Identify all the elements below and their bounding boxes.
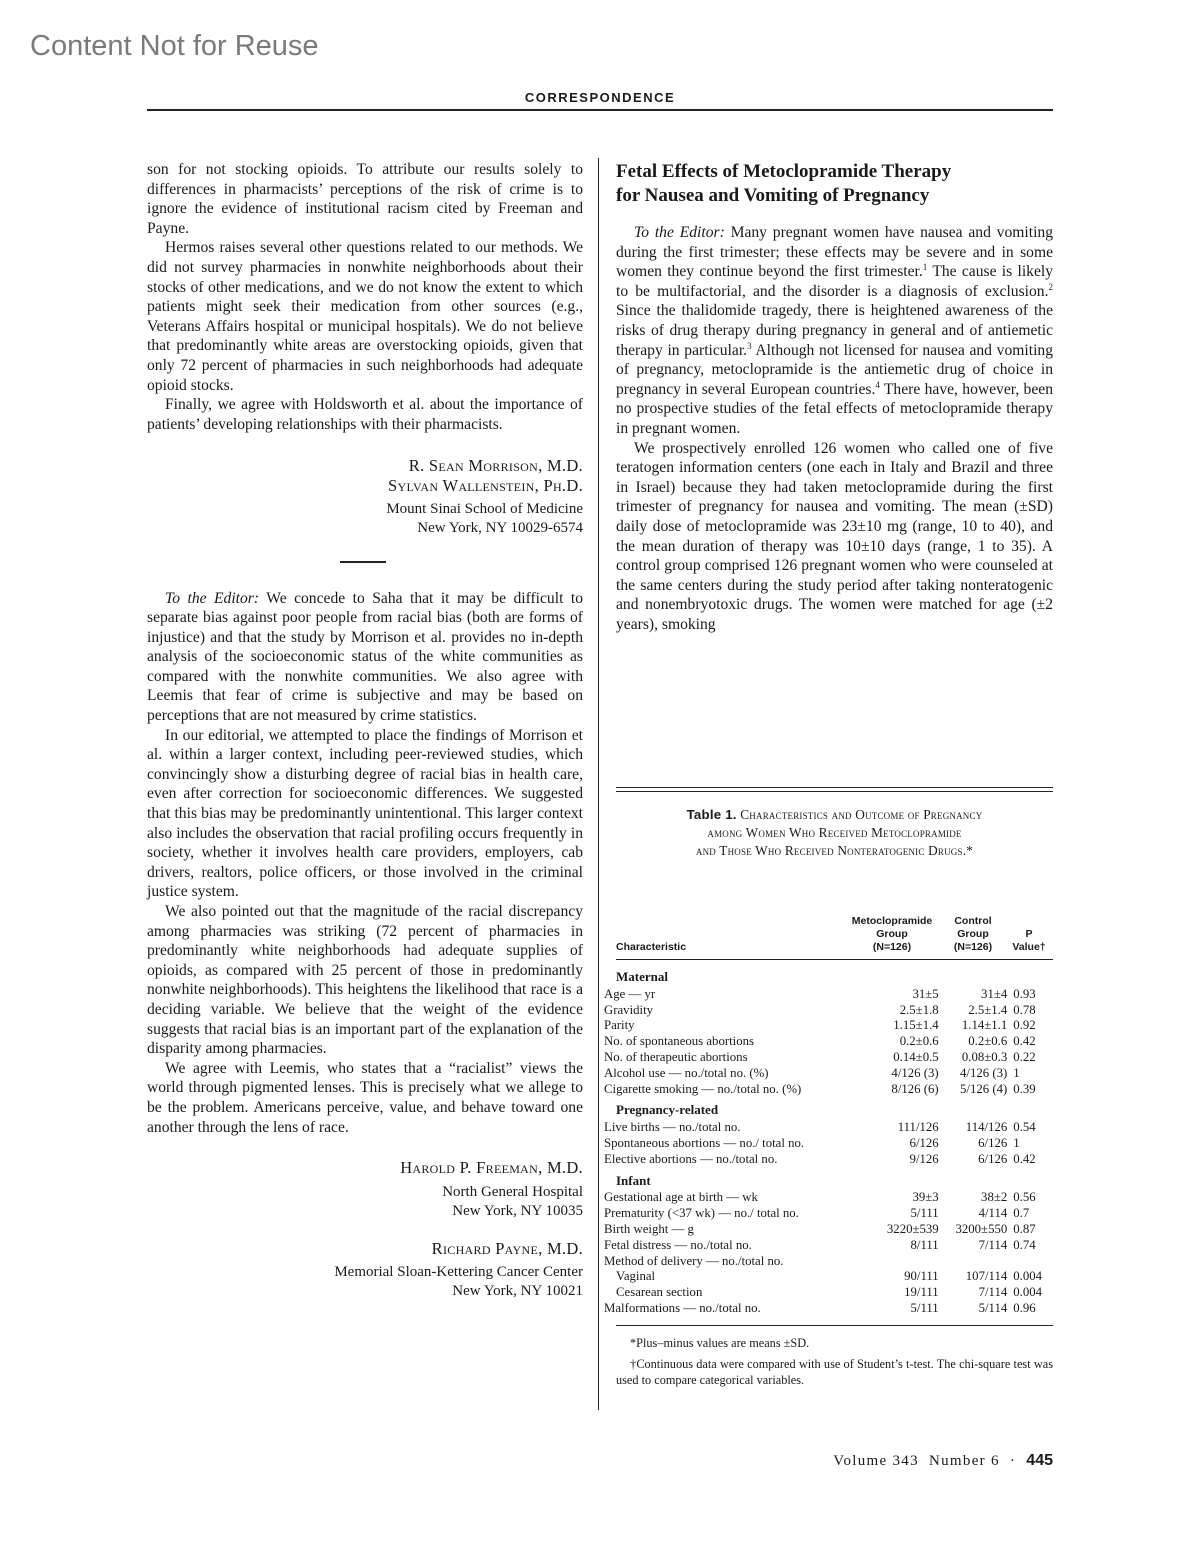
metoclopramide-value: 8/111 (910, 1237, 939, 1252)
metoclopramide-value: 6/126 (909, 1135, 939, 1150)
paragraph: Finally, we agree with Holdsworth et al. about the importance of patients’ developing relationships with their pharmacists. (147, 396, 583, 433)
row-label: Gestational age at birth — wk (604, 1190, 758, 1205)
affiliation: North General Hospital (442, 1183, 583, 1200)
row-label: Cesarean section (616, 1285, 703, 1300)
reference-marker: 4 (875, 379, 880, 390)
control-value: 4/114 (978, 1206, 1008, 1221)
affiliation: New York, NY 10021 (452, 1283, 583, 1300)
row-label: Method of delivery — no./total no. (604, 1253, 784, 1268)
control-value: 6/126 (978, 1151, 1008, 1166)
row-label: Age — yr (604, 986, 656, 1001)
control-value: 0.08±0.3 (961, 1049, 1008, 1064)
table-row (616, 1152, 1053, 1168)
signature-block (147, 1158, 583, 1221)
table-body (604, 964, 1053, 1317)
row-label: Malformations — no./total no. (604, 1300, 761, 1315)
metoclopramide-value: 5/111 (910, 1300, 939, 1315)
right-column (616, 160, 1053, 634)
table-top-rule (616, 787, 1053, 792)
p-value: 0.74 (1013, 1237, 1036, 1252)
signature-block (147, 456, 583, 537)
affiliation: Mount Sinai School of Medicine (386, 500, 583, 517)
control-value: 5/114 (978, 1300, 1008, 1315)
author-name: Sylvan Wallenstein, Ph.D. (388, 475, 583, 495)
metoclopramide-value: 0.2±0.6 (899, 1034, 939, 1049)
metoclopramide-value: 31±5 (912, 986, 939, 1001)
watermark: Content Not for Reuse (30, 30, 319, 62)
affiliation: New York, NY 10035 (452, 1202, 583, 1219)
table-row (616, 1136, 1053, 1152)
p-value: 0.78 (1013, 1002, 1036, 1017)
control-value: 2.5±1.4 (968, 1002, 1008, 1017)
table-row (616, 1120, 1053, 1136)
table-row (616, 1050, 1053, 1066)
p-value: 0.004 (1013, 1269, 1043, 1284)
table-row (616, 1003, 1053, 1019)
row-label: Prematurity (<37 wk) — no./ total no. (604, 1206, 799, 1221)
affiliation: New York, NY 10029-6574 (417, 519, 583, 536)
paragraph: To the Editor: We concede to Saha that it may be difficult to separate bias against poor people from racial bias (both are forms of injustice) and that the study by Morrison et al. provides no in-depth analysis of the socioeconomic status of the white communities as compared with the nonwhite communities. We also agree with Leemis that fear of crime is subjective and may be based on perceptions that are not measured by crime statistics. (147, 589, 583, 725)
metoclopramide-value: 111/126 (897, 1120, 939, 1135)
p-value (1007, 1254, 1053, 1270)
row-label: Spontaneous abortions — no./ total no. (604, 1135, 805, 1150)
author-name: Harold P. Freeman, M.D. (400, 1158, 583, 1178)
p-value: 0.39 (1013, 1081, 1036, 1096)
table-row (616, 1222, 1053, 1238)
paragraph: In our editorial, we attempted to place the findings of Morrison et al. within a larger context, including peer-reviewed studies, which convincingly show a disturbing degree of racial bias in health care, even after correction for socioeconomic differences. We suggested that this bias may be predominantly unintentional. This larger context also includes the observation that racial profiling occurs frequently in society, whether it involves health care providers, employers, cab drivers, realtors, police officers, or those involved in the criminal justice system. (147, 726, 583, 901)
table-row (616, 1269, 1053, 1285)
metoclopramide-value: 8/126 (6) (891, 1081, 939, 1096)
p-value: 0.42 (1013, 1034, 1036, 1049)
row-label: No. of spontaneous abortions (604, 1034, 754, 1049)
p-value: 0.54 (1013, 1120, 1036, 1135)
section-label: Maternal (616, 969, 668, 984)
row-label: No. of therapeutic abortions (604, 1049, 748, 1064)
control-value: 107/114 (965, 1269, 1008, 1284)
control-value: 5/126 (4) (959, 1081, 1008, 1096)
table-1 (604, 787, 1053, 1394)
author-name: Richard Payne, M.D. (431, 1238, 583, 1258)
table-section-row (616, 1097, 1053, 1120)
control-value: 3200±550 (955, 1221, 1008, 1236)
paragraph: Hermos raises several other questions related to our methods. We did not survey pharmacies in nonwhite neighborhoods about their stocks of other medications, and we do not know the extent to which patients might seek their medication from other sources (e.g., Veterans Affairs hospital or municipal hospitals). We do not believe that predominantly white areas are overstocking opioids, given that only 72 percent of pharmacies in such neighborhoods had adequate opioid stocks. (147, 239, 583, 394)
control-value: 7/114 (978, 1237, 1008, 1252)
p-value: 0.96 (1013, 1300, 1036, 1315)
table-header-rule (616, 959, 1053, 960)
row-label: Alcohol use — no./total no. (%) (604, 1065, 769, 1080)
article-title: Fetal Effects of Metoclopramide Therapy for Nausea and Vomiting of Pregnancy (616, 161, 952, 206)
signature-block (147, 1239, 583, 1302)
metoclopramide-value: 90/111 (904, 1269, 939, 1284)
table-bottom-rule (616, 1325, 1053, 1326)
paragraph: We also pointed out that the magnitude of the racial discrepancy among pharmacies was striking (72 percent of pharmacies in predominantly white neighborhoods had adequate supplies of opioids, as compared with 25 percent of those in predominantly nonwhite neighborhoods). This heightens the likelihood that race is a deciding variable. We believe that the weight of the evidence suggests that racial bias is an important part of the explanation of the disparity among pharmacies. (147, 903, 583, 1058)
metoclopramide-value: 0.14±0.5 (893, 1049, 939, 1064)
metoclopramide-value: 39±3 (912, 1190, 939, 1205)
metoclopramide-value: 2.5±1.8 (899, 1002, 939, 1017)
column-header-metoclopramide: Metoclopramide Group (N=126) (851, 915, 933, 953)
row-label: Elective abortions — no./total no. (604, 1151, 778, 1166)
table-row (616, 1082, 1053, 1098)
letter-divider (340, 561, 386, 563)
table-row (616, 1206, 1053, 1222)
reference-marker: 2 (1048, 281, 1053, 292)
control-value: 1.14±1.1 (961, 1018, 1008, 1033)
table-header (616, 896, 1053, 956)
p-value: 0.92 (1013, 1018, 1036, 1033)
table-section-row (616, 1168, 1053, 1191)
p-value: 0.7 (1013, 1206, 1030, 1221)
row-label: Fetal distress — no./total no. (604, 1237, 752, 1252)
section-label: Infant (616, 1172, 651, 1188)
paragraph: We prospectively enrolled 126 women who called one of five teratogen information centers (one each in Italy and Brazil and three in Israel) because they had taken metoclopramide during the first trimester of pregnancy for nausea and vomiting. The mean (±SD) daily dose of metoclopramide was 23±10 mg (range, 10 to 40), and the mean duration of therapy was 10±10 days (range, 1 to 35). A control group comprised 126 pregnant women who were counseled at the same centers during the study period after taking nonteratogenic and nonembryotoxic drugs. The women were matched for age (±2 years), smoking (616, 439, 1053, 633)
table-row (616, 1034, 1053, 1050)
table-row (616, 1018, 1053, 1034)
metoclopramide-value: 5/111 (910, 1206, 939, 1221)
table-row (616, 1238, 1053, 1254)
table-title: Table 1. Characteristics and Outcome of Pregnancy among Women Who Received Metoclopramide and Those Who Received Nonteratogenic Drugs.* (686, 807, 983, 858)
table-row (616, 1301, 1053, 1317)
salutation: To the Editor: (165, 589, 260, 607)
table-row (616, 987, 1053, 1003)
paragraph: To the Editor: Many pregnant women have nausea and vomiting during the first trimester; these effects may be severe and in some women they continue beyond the first trimester.$^1$ The cause is likely to be multifactorial, and the disorder is a diagnosis of exclusion.$^2$ Since the thalidomide tragedy, there is heightened awareness of the risks of drug therapy during pregnancy in general and of antiemetic therapy in particular.$^3$ Although not licensed for nausea and vomiting of pregnancy, metoclopramide is the antiemetic drug of choice in pregnancy in several European countries.$^4$ There have, however, been no prospective studies of the fetal effects of metoclopramide therapy in pregnant women. (616, 224, 1054, 437)
affiliation: Memorial Sloan-Kettering Cancer Center (334, 1264, 583, 1281)
reference-marker: 1 (922, 262, 928, 272)
row-label: Cigarette smoking — no./total no. (%) (604, 1081, 802, 1096)
p-value: 1 (1013, 1065, 1020, 1080)
footnote: †Continuous data were compared with use of Student’s t-test. The chi-square test was used to compare categorical variables. (616, 1357, 1053, 1387)
metoclopramide-value: 3220±539 (886, 1221, 939, 1236)
section-label: Pregnancy-related (616, 1102, 719, 1118)
page-footer (700, 1452, 1053, 1470)
table-row (616, 1254, 1053, 1270)
table-section-row (616, 964, 1053, 987)
control-value: 7/114 (978, 1285, 1008, 1300)
left-column (147, 160, 583, 1301)
control-value: 6/126 (978, 1135, 1008, 1150)
p-value: 0.87 (1013, 1221, 1036, 1236)
footnote: *Plus–minus values are means ±SD. (630, 1335, 810, 1350)
table-label: Table 1. (686, 807, 737, 822)
metoclopramide-value (852, 1254, 939, 1270)
reference-marker: 3 (747, 340, 752, 351)
p-value: 0.93 (1013, 986, 1036, 1001)
p-value: 0.22 (1013, 1049, 1036, 1064)
row-label: Parity (604, 1018, 635, 1033)
p-value: 0.56 (1013, 1190, 1036, 1205)
control-value: 0.2±0.6 (968, 1034, 1008, 1049)
salutation: To the Editor: (634, 224, 725, 241)
paragraph: son for not stocking opioids. To attribute our results solely to differences in pharmacists’ perceptions of the risk of crime is to ignore the evidence of institutional racism cited by Freeman and Payne. (147, 161, 583, 237)
paragraph: We agree with Leemis, who states that a “racialist” views the world through pigmented lenses. This is precisely what we allege to be the problem. Americans perceive, value, and behave toward one another through the lens of race. (147, 1059, 583, 1136)
metoclopramide-value: 4/126 (3) (891, 1065, 939, 1080)
table-footnotes (616, 1336, 1053, 1389)
control-value: 38±2 (981, 1190, 1008, 1205)
control-value: 31±4 (981, 986, 1008, 1001)
page-number: 445 (1026, 1452, 1053, 1469)
table-row (616, 1190, 1053, 1206)
metoclopramide-value: 1.15±1.4 (893, 1018, 939, 1033)
control-value: 114/126 (965, 1120, 1008, 1135)
header-rule (147, 109, 1053, 111)
metoclopramide-value: 9/126 (909, 1151, 939, 1166)
column-header-control: Control Group (N=126) (953, 915, 993, 953)
p-value: 1 (1013, 1135, 1020, 1150)
column-header-p-value: P Value† (1012, 928, 1046, 953)
control-value (939, 1254, 1008, 1270)
row-label: Gravidity (604, 1002, 654, 1017)
row-label: Birth weight — g (604, 1221, 694, 1236)
p-value: 0.004 (1013, 1285, 1043, 1300)
row-label: Live births — no./total no. (604, 1120, 741, 1135)
p-value: 0.42 (1013, 1151, 1036, 1166)
column-rule (598, 158, 599, 1410)
control-value: 4/126 (3) (959, 1065, 1008, 1080)
author-name: R. Sean Morrison, M.D. (408, 456, 583, 476)
table-row (616, 1285, 1053, 1301)
row-label: Vaginal (616, 1269, 656, 1284)
metoclopramide-value: 19/111 (904, 1285, 939, 1300)
column-header-characteristic: Characteristic (616, 941, 687, 953)
volume-number: Volume 343 Number 6 · (833, 1453, 1027, 1469)
table-row (616, 1066, 1053, 1082)
running-head: CORRESPONDENCE (524, 90, 676, 105)
